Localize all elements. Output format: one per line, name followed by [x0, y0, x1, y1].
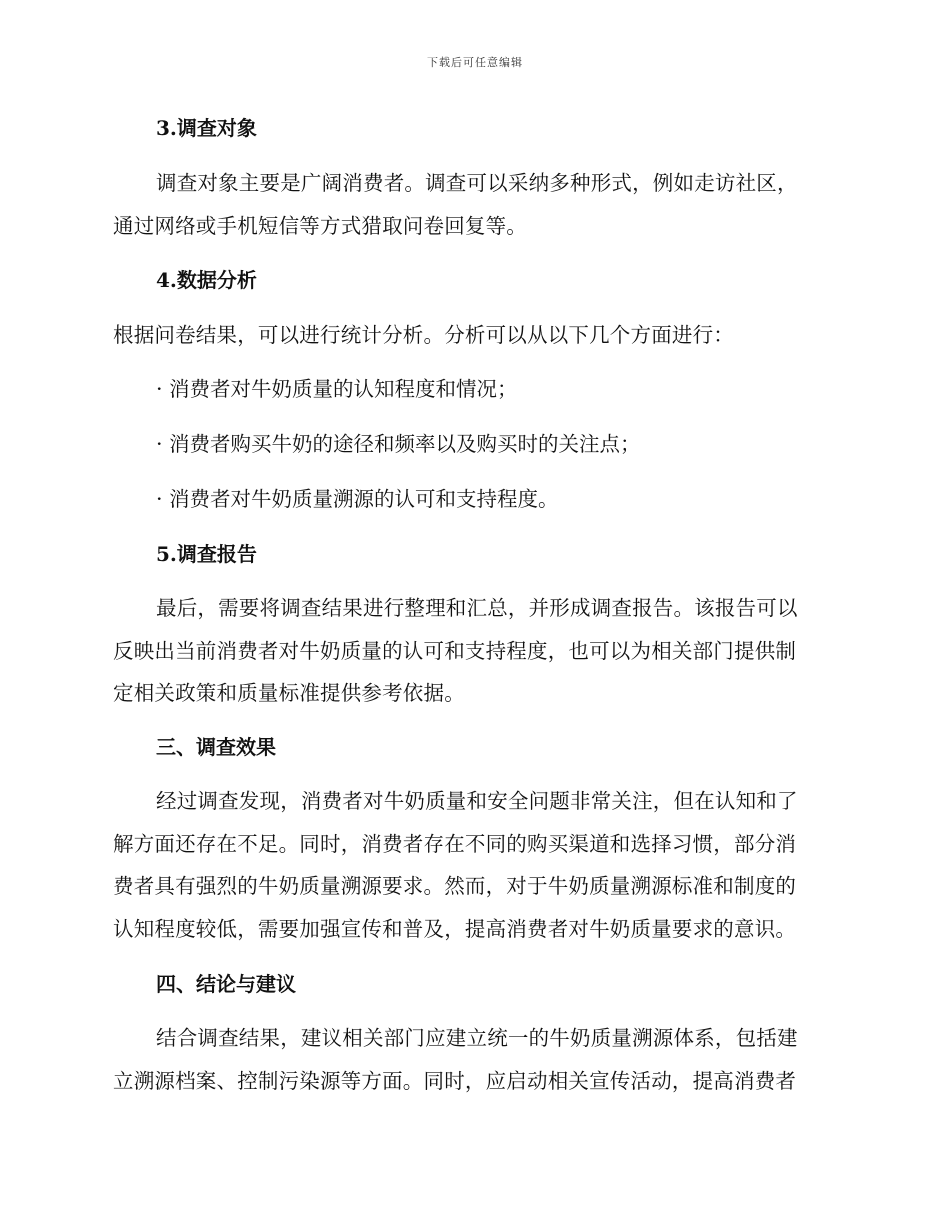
bullet-item: · 消费者对牛奶质量溯源的认可和支持程度。: [156, 487, 559, 511]
paragraph-conclusion: [113, 1017, 833, 1102]
bullet-item: · 消费者对牛奶质量的认知程度和情况；: [156, 377, 518, 401]
paragraph-line: 解方面还存在不足。同时，消费者存在不同的购买渠道和选择习惯，部分消: [113, 831, 797, 856]
section-heading-data-analysis: 4.数据分析: [156, 268, 257, 292]
paragraph-line: 立溯源档案、控制污染源等方面。同时，应启动相关宣传活动，提高消费者: [113, 1068, 797, 1093]
paragraph-line: 根据问卷结果，可以进行统计分析。分析可以从以下几个方面进行：: [113, 323, 734, 347]
paragraph-survey-subjects: [113, 162, 833, 247]
page-header-note: 下载后可任意编辑: [427, 56, 523, 69]
paragraph-line: 费者具有强烈的牛奶质量溯源要求。然而，对于牛奶质量溯源标准和制度的: [113, 874, 797, 898]
paragraph-line: 反映出当前消费者对牛奶质量的认可和支持程度，也可以为相关部门提供制: [113, 638, 797, 663]
paragraph-survey-report: [113, 587, 833, 715]
paragraph-line: 定相关政策和质量标准提供参考依据。: [113, 681, 465, 705]
section-heading-survey-effects: 三、调查效果: [156, 735, 276, 759]
paragraph-survey-effects: [113, 780, 833, 950]
paragraph-line: 最后，需要将调查结果进行整理和汇总，并形成调查报告。该报告可以: [156, 596, 798, 620]
paragraph-line: 认知程度较低，需要加强宣传和普及，提高消费者对牛奶质量要求的意识。: [113, 916, 797, 941]
bullet-item: · 消费者购买牛奶的途径和频率以及购买时的关注点；: [156, 432, 641, 456]
section-heading-survey-subjects: 3.调查对象: [156, 116, 257, 140]
paragraph-line: 结合调查结果，建议相关部门应建立统一的牛奶质量溯源体系，包括建: [156, 1026, 798, 1050]
section-heading-conclusion: 四、结论与建议: [156, 972, 296, 996]
paragraph-line: 调查对象主要是广阔消费者。调查可以采纳多种形式，例如走访社区，: [156, 171, 798, 195]
paragraph-line: 通过网络或手机短信等方式猎取问卷回复等。: [113, 213, 527, 238]
paragraph-line: 经过调查发现，消费者对牛奶质量和安全问题非常关注，但在认知和了: [156, 789, 798, 813]
paragraph-analysis-intro: [113, 314, 833, 357]
section-heading-survey-report: 5.调查报告: [156, 542, 257, 566]
